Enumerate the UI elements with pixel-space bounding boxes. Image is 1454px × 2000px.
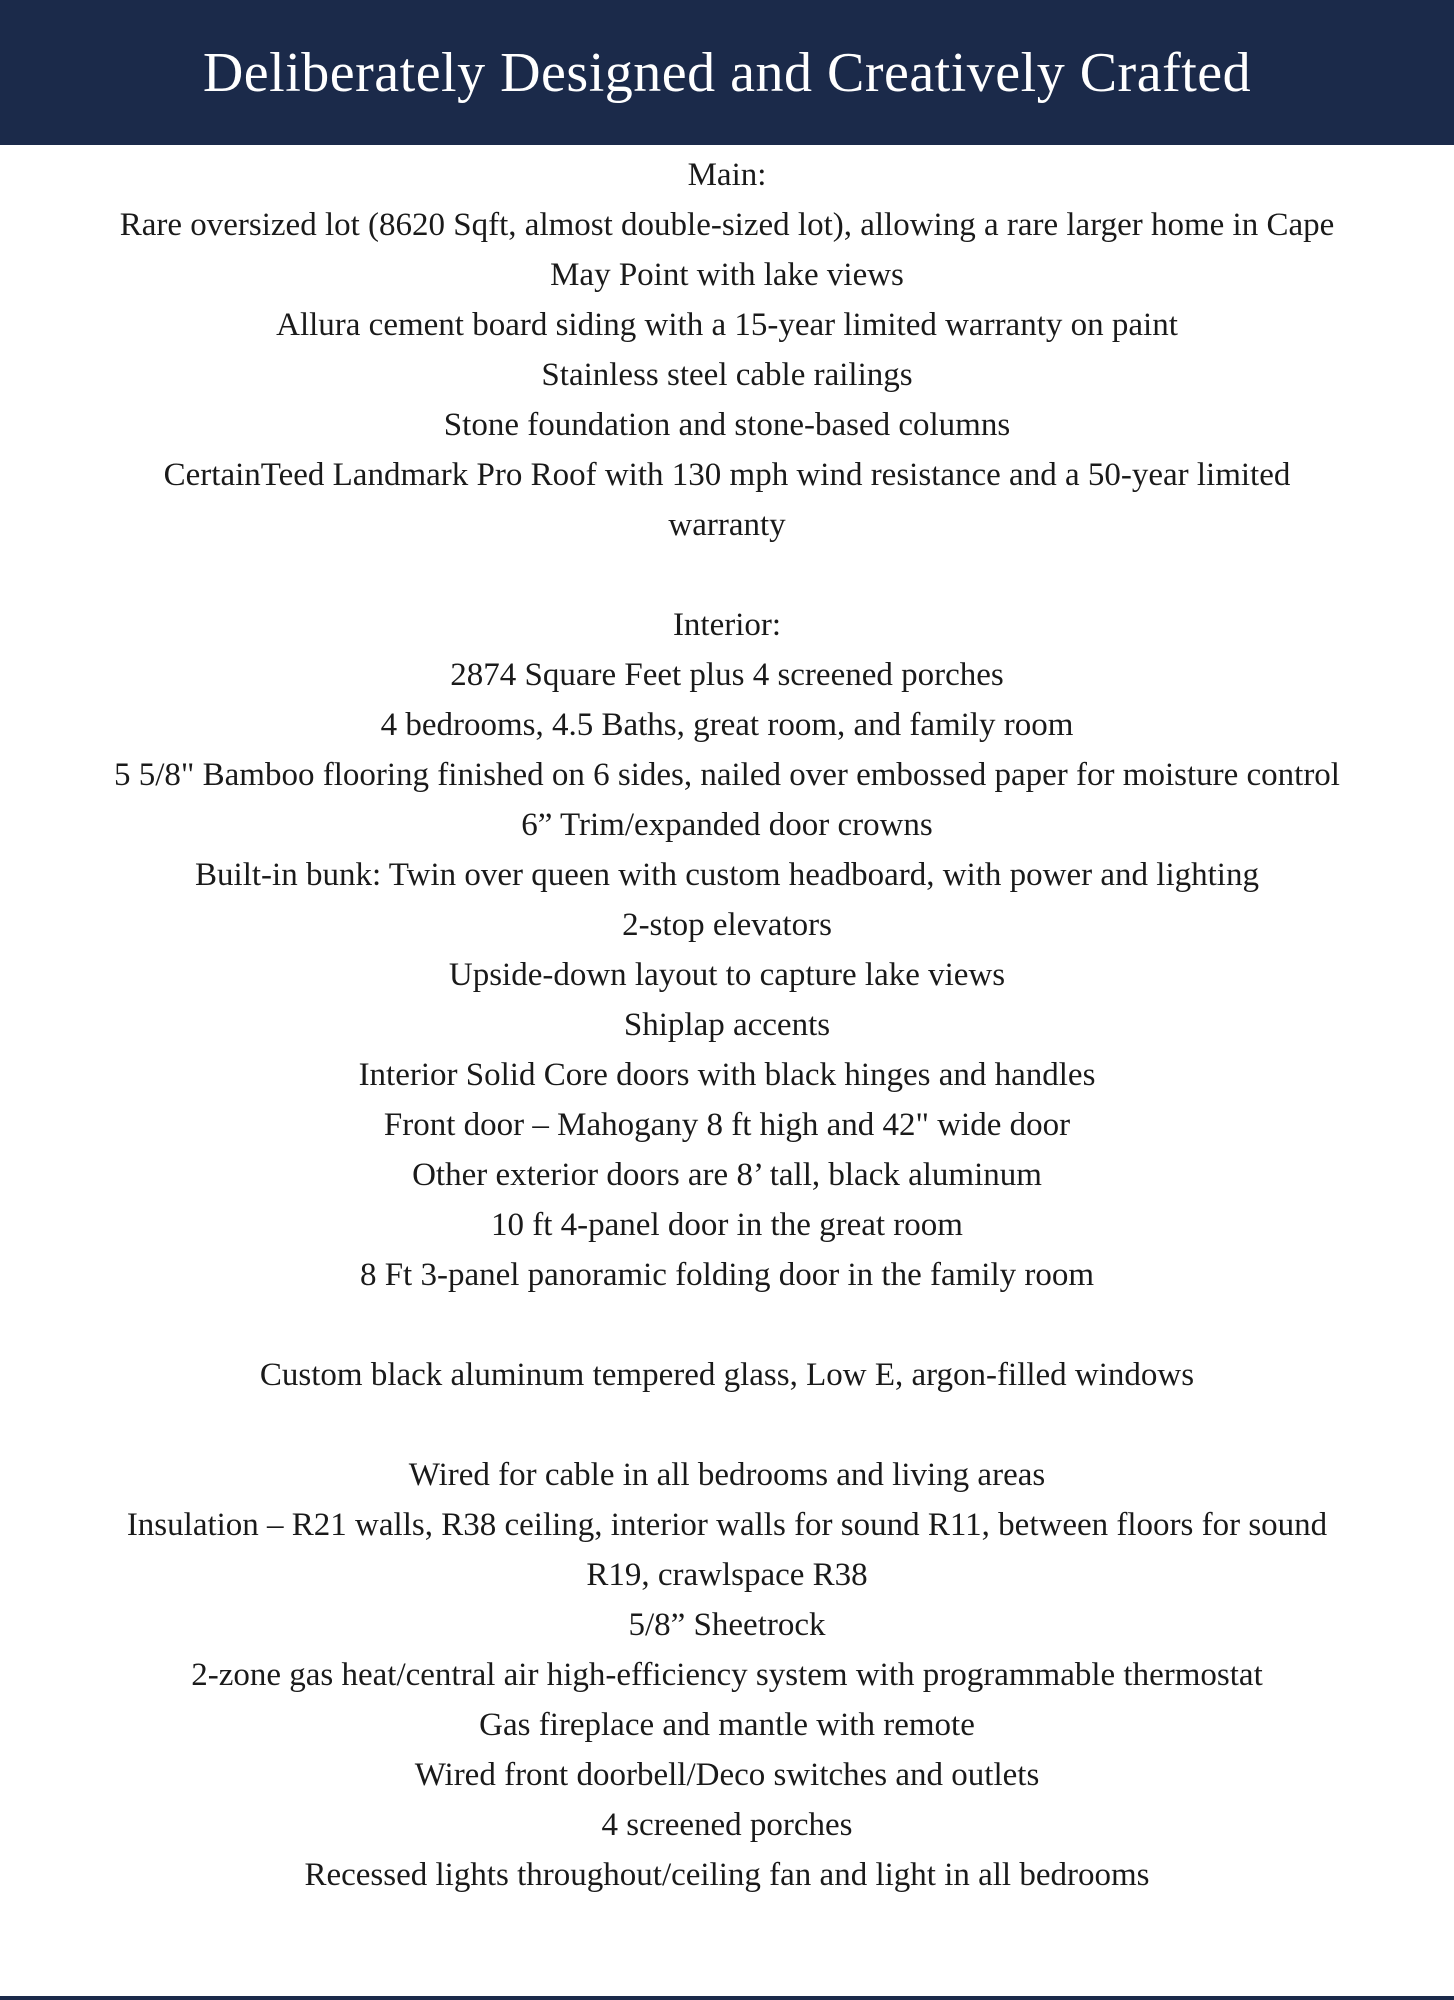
feature-line: Interior Solid Core doors with black hinges and handles xyxy=(358,1057,1096,1093)
feature-line: Built-in bunk: Twin over queen with custom headboard, with power and lighting xyxy=(195,857,1259,893)
feature-line: Allura cement board siding with a 15-year limited warranty on paint xyxy=(276,307,1178,343)
section-spacer xyxy=(0,550,1454,600)
feature-line: CertainTeed Landmark Pro Roof with 130 mph wind resistance and a 50-year limited xyxy=(163,457,1291,493)
feature-line: May Point with lake views xyxy=(550,257,904,293)
section-heading-main: Main: xyxy=(687,157,767,193)
feature-line: 5/8” Sheetrock xyxy=(628,1607,826,1643)
header-banner xyxy=(0,0,1454,145)
feature-line: Recessed lights throughout/ceiling fan and light in all bedrooms xyxy=(304,1857,1150,1893)
feature-line: 4 screened porches xyxy=(601,1807,853,1843)
feature-line: Front door – Mahogany 8 ft high and 42" wide door xyxy=(383,1107,1071,1143)
feature-line: Insulation – R21 walls, R38 ceiling, interior walls for sound R11, between floors for sound xyxy=(126,1507,1328,1543)
feature-line: 10 ft 4-panel door in the great room xyxy=(491,1207,963,1243)
feature-line: 8 Ft 3-panel panoramic folding door in the family room xyxy=(359,1257,1095,1293)
feature-line: Stone foundation and stone-based columns xyxy=(443,407,1011,443)
feature-line: Wired for cable in all bedrooms and living areas xyxy=(408,1457,1046,1493)
feature-line: 2-zone gas heat/central air high-efficiency system with programmable thermostat xyxy=(191,1657,1263,1693)
feature-line: 2874 Square Feet plus 4 screened porches xyxy=(450,657,1004,693)
feature-line: Other exterior doors are 8’ tall, black aluminum xyxy=(412,1157,1042,1193)
feature-line: Gas fireplace and mantle with remote xyxy=(479,1707,975,1743)
feature-line: 2-stop elevators xyxy=(622,907,832,943)
feature-line: Stainless steel cable railings xyxy=(541,357,913,393)
feature-line: Upside-down layout to capture lake views xyxy=(448,957,1006,993)
feature-line: Rare oversized lot (8620 Sqft, almost double-sized lot), allowing a rare larger home in Cape xyxy=(119,207,1335,243)
features-list xyxy=(0,150,1454,1900)
feature-line: 6” Trim/expanded door crowns xyxy=(521,807,933,843)
section-spacer xyxy=(0,1400,1454,1450)
feature-line: Wired front doorbell/Deco switches and outlets xyxy=(414,1757,1040,1793)
section-spacer xyxy=(0,1300,1454,1350)
feature-line: Shiplap accents xyxy=(623,1007,831,1043)
feature-line: R19, crawlspace R38 xyxy=(586,1557,868,1593)
feature-line: 5 5/8" Bamboo flooring finished on 6 sides, nailed over embossed paper for moisture control xyxy=(114,757,1340,793)
feature-line: 4 bedrooms, 4.5 Baths, great room, and family room xyxy=(380,707,1074,743)
feature-line: Custom black aluminum tempered glass, Low E, argon-filled windows xyxy=(259,1357,1195,1393)
feature-line: warranty xyxy=(668,507,786,543)
section-heading-interior: Interior: xyxy=(672,607,782,643)
page-title: Deliberately Designed and Creatively Crafted xyxy=(202,41,1252,104)
bottom-divider xyxy=(0,1996,1454,2000)
